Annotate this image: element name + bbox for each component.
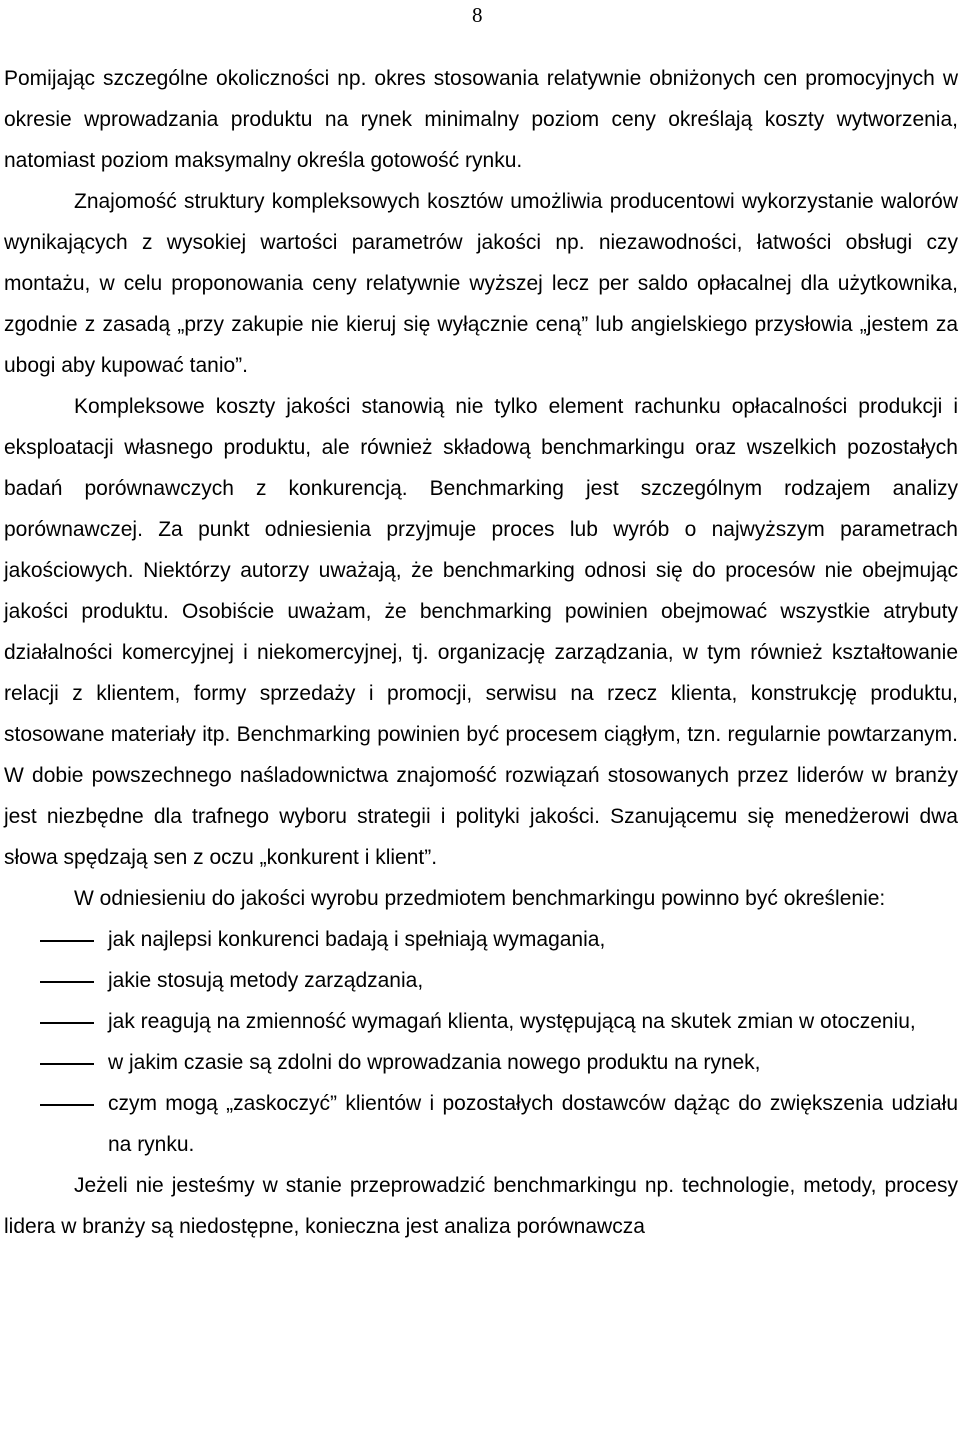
list-item	[4, 919, 958, 960]
list-item-text: w jakim czasie są zdolni do wprowadzania nowego produktu na rynek,	[108, 1051, 761, 1074]
paragraph-final: Jeżeli nie jesteśmy w stanie przeprowadzić benchmarkingu np. technologie, metody, procesy lidera w branży są niedostępne, konieczna jest analiza porównawcza	[4, 1174, 958, 1238]
list-item	[4, 1042, 958, 1083]
paragraph-intro: Pomijając szczególne okoliczności np. okres stosowania relatywnie obniżonych cen promocyjnych w okresie wprowadzania produktu na rynek minimalny poziom ceny określają koszty wytworzenia, natomiast poziom maksymalny określa gotowość rynku.	[4, 67, 958, 172]
paragraph-benchmarking: Kompleksowe koszty jakości stanowią nie tylko element rachunku opłacalności produkcji i eksploatacji własnego produktu, ale również składową benchmarkingu oraz wszelkich pozostałych badań porównawczych z konkurencją. Benchmarking jest szczególnym rodzajem analizy porównawczej. Za punkt odniesienia przyjmuje proces lub wyrób o najwyższym parametrach jakościowych. Niektórzy autorzy uważają, że benchmarking odnosi się do procesów nie obejmując jakości produktu. Osobiście uważam, że benchmarking powinien obejmować wszystkie atrybuty działalności komercyjnej i niekomercyjnej, tj. organizację zarządzania, w tym również kształtowanie relacji z klientem, formy sprzedaży i promocji, serwisu na rzecz klienta, konstrukcję produktu, stosowane materiały itp. Benchmarking powinien być procesem ciągłym, tzn. regularnie powtarzanym. W dobie powszechnego naśladownictwa znajomość rozwiązań stosowanych przez liderów w branży jest niezbędne dla trafnego wyboru strategii i polityki jakości. Szanującemu się menedżerowi dwa słowa spędzają sen z oczu „konkurent i klient”.	[4, 395, 958, 869]
list-item	[4, 1083, 958, 1165]
document-body	[4, 58, 958, 1247]
list-item-text: jakie stosują metody zarządzania,	[108, 969, 424, 992]
list-item	[4, 960, 958, 1001]
paragraph-benchmarking-scope: W odniesieniu do jakości wyrobu przedmiotem benchmarkingu powinno być określenie:	[74, 887, 886, 910]
paragraph-cost-structure: Znajomość struktury kompleksowych kosztów umożliwia producentowi wykorzystanie walorów wynikających z wysokiej wartości parametrów jakości np. niezawodności, łatwości obsługi czy montażu, w celu proponowania ceny relatywnie wyższej lecz per saldo opłacalnej dla użytkownika, zgodnie z zasadą „przy zakupie nie kieruj się wyłącznie ceną” lub angielskiego przysłowia „jestem za ubogi aby kupować tanio”.	[4, 190, 958, 377]
benchmarking-list	[4, 919, 958, 1165]
list-item-text: czym mogą „zaskoczyć” klientów i pozostałych dostawców dążąc do zwiększenia udziału na rynku.	[108, 1092, 958, 1156]
list-item-text: jak reagują na zmienność wymagań klienta, występującą na skutek zmian w otoczeniu,	[108, 1010, 916, 1033]
list-item-text: jak najlepsi konkurenci badają i spełniają wymagania,	[108, 928, 606, 951]
list-item	[4, 1001, 958, 1042]
page-number: 8	[472, 3, 483, 27]
